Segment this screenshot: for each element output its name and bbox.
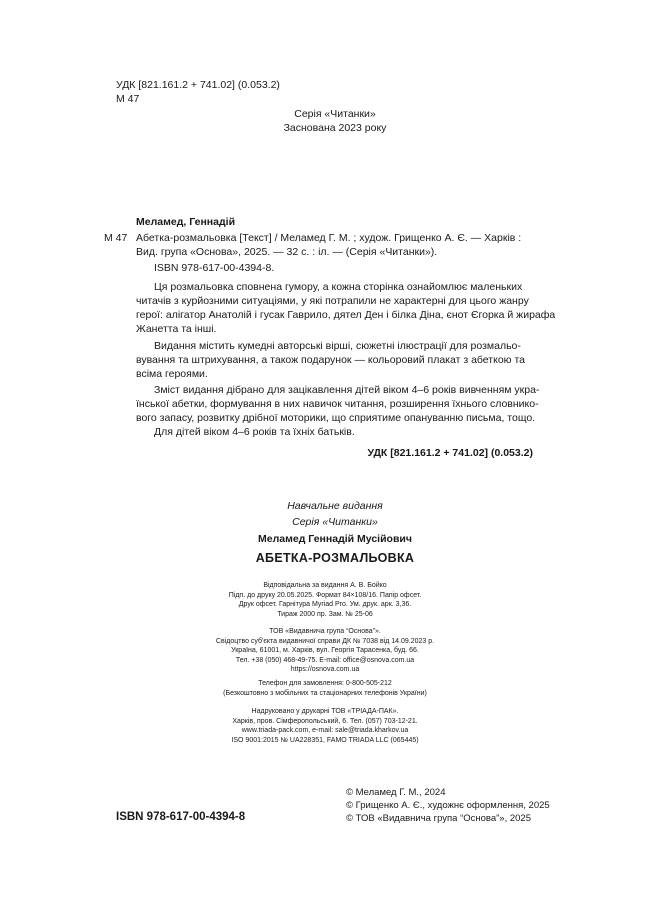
annotation-line: їнської абетки, формування в них навичок читання, розширення їхнього словнико-: [136, 398, 539, 410]
imprint-tech-line: Відповідальна за видання А. В. Бойко: [263, 582, 387, 589]
annotation-line: Жанетта та інші.: [136, 323, 217, 335]
annotation-line: Для дітей віком 4–6 років та їхніх батьків.: [154, 426, 355, 438]
imprint-publisher: [200, 627, 450, 675]
printer-line: Харків, пров. Сімферопольський, 6. Тел. (057) 703-12-21.: [232, 717, 418, 725]
annotation-line: Ця розмальовка сповнена гумору, а кожна сторінка ознайомлює маленьких: [154, 281, 523, 293]
catalog-title-line: Абетка-розмальовка [Текст] / Меламед Г. М. ; худож. Грищенко А. Є. — Харків :: [136, 232, 522, 244]
imprint-author: Меламед Геннадій Мусійович: [258, 533, 412, 545]
publisher-line: Тел. +38 (050) 468-49-75. E-mail: office@osnova.com.ua: [235, 656, 415, 664]
series-name: Серія «Читанки»: [294, 108, 376, 120]
annotation-line: вування та штрихування, а також подарунок — кольоровий плакат з абеткою та: [136, 354, 525, 366]
annotation-line: герої: алігатор Анатолій і гусак Гаврило, дятел Ден і білка Діна, єнот Єгорка й жирафа: [136, 309, 556, 321]
copyright-line: © ТОВ «Видавнича група “Основа”», 2025: [346, 813, 531, 824]
catalog-author: Меламед, Геннадій: [136, 216, 236, 228]
imprint-printer: [200, 707, 450, 745]
imprint-series: Серія «Читанки»: [292, 516, 378, 528]
imprint-title: АБЕТКА-РОЗМАЛЬОВКА: [255, 551, 415, 565]
catalog-code: М 47: [104, 232, 128, 244]
imprint-type: Навчальне видання: [287, 500, 383, 512]
annotation-line: всіма героями.: [136, 368, 208, 380]
imprint-tech-line: Тираж 2000 пр. Зам. № 25-06: [277, 610, 373, 618]
top-code: М 47: [116, 93, 140, 105]
series-founded: Заснована 2023 року: [283, 122, 387, 134]
annotation-line: Зміст видання дібрано для зацікавлення дітей віком 4–6 років вивченням укра-: [154, 384, 540, 396]
publisher-line: https://osnova.com.ua: [290, 666, 360, 674]
catalog-title-line: Вид. група «Основа», 2025. — 32 с. : іл. — (Серія «Читанки»).: [136, 246, 438, 258]
printer-line: Надруковано у друкарні ТОВ «ТРІАДА-ПАК».: [251, 708, 399, 715]
annotation-line: Видання містить кумедні авторські вірші, сюжетні ілюстрації для розмальо-: [154, 340, 521, 352]
top-udk: УДК [821.161.2 + 741.02] (0.053.2): [116, 79, 280, 91]
printer-line: www.triada-pack.com, e-mail: sale@triada.kharkov.ua: [241, 727, 409, 735]
printer-line: ISO 9001:2015 № UA228351, FAMO TRIADA LLC (065445): [231, 736, 419, 744]
order-line: Телефон для замовлення: 0-800-505-212: [258, 680, 392, 687]
copyright-line: © Грищенко А. Є., художнє оформлення, 2025: [346, 800, 550, 811]
imprint-tech: [200, 581, 450, 619]
publisher-line: Свідоцтво суб'єкта видавничої справи ДК № 7038 від 14.09.2023 р.: [215, 637, 435, 645]
publisher-line: Україна, 61001, м. Харків, вул. Георгія Тарасенка, буд. 66.: [231, 647, 419, 655]
catalog-udk-bottom: УДК [821.161.2 + 741.02] (0.053.2): [367, 447, 533, 459]
imprint-order: [200, 679, 450, 698]
annotation-line: читачів з курйозними ситуаціями, у які потрапили не характерні для цього жанру: [136, 295, 529, 307]
catalog-annotation: [136, 280, 556, 439]
annotation-line: вого запасу, розвитку дрібної моторики, що сприятиме опануванню письма, тощо.: [136, 412, 536, 424]
copyright-line: © Меламед Г. М., 2024: [346, 787, 446, 798]
order-line: (Безкоштовно з мобільних та стаціонарних телефонів України): [223, 689, 427, 697]
imprint-tech-line: Підп. до друку 20.05.2025. Формат 84×108/16. Папір офсет.: [228, 591, 422, 599]
catalog-isbn: ISBN 978-617-00-4394-8.: [154, 262, 275, 274]
publisher-line: ТОВ «Видавнича група “Основа”».: [269, 628, 381, 635]
footer-isbn: ISBN 978-617-00-4394-8: [116, 811, 246, 823]
imprint-tech-line: Друк офсет. Гарнітура Myriad Pro. Ум. друк. арк. 3,36.: [238, 601, 412, 609]
